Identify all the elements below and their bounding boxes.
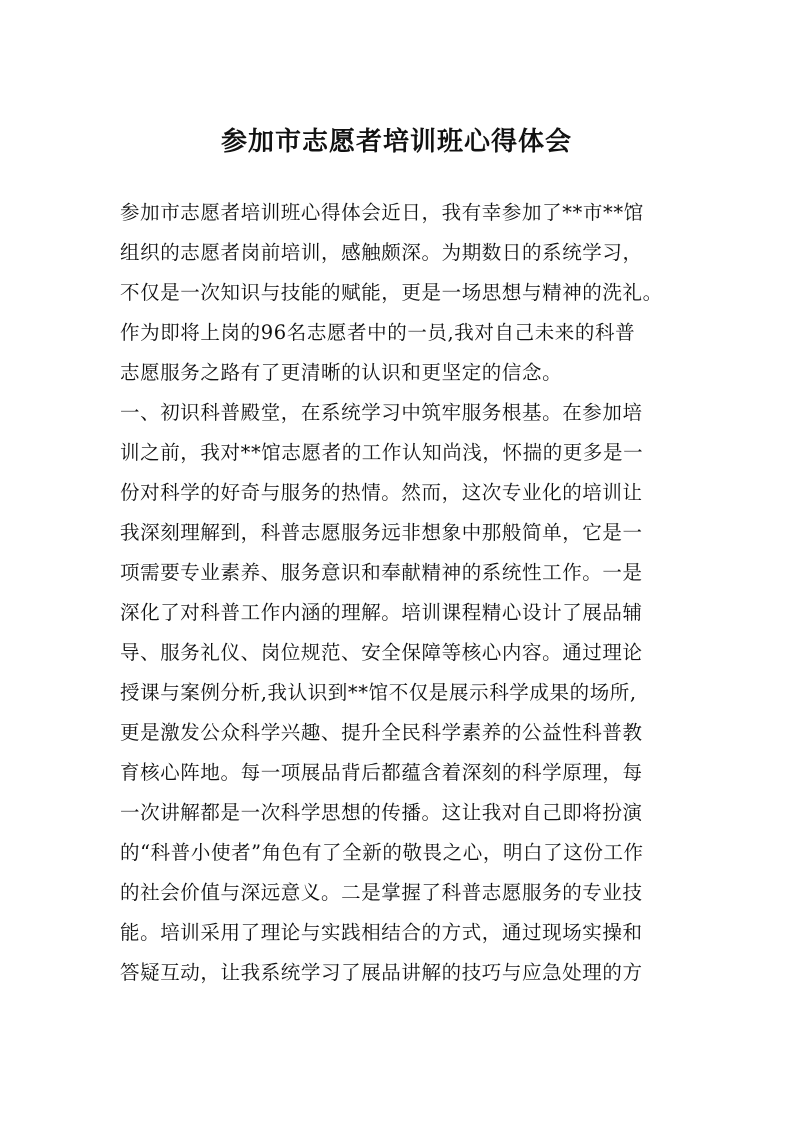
body-line: 参加市志愿者培训班心得体会近日，我有幸参加了**市**馆: [120, 201, 644, 224]
body-line: 我深刻理解到，科普志愿服务远非想象中那般简单，它是一: [120, 521, 643, 544]
body-line: 份对科学的好奇与服务的热情。然而，这次专业化的培训让: [120, 481, 643, 504]
body-line: 志愿服务之路有了更清晰的认识和更坚定的信念。: [120, 361, 563, 384]
body-line: 项需要专业素养、服务意识和奉献精神的系统性工作。一是: [120, 561, 643, 584]
body-line: 更是激发公众科学兴趣、提升全民科学素养的公益性科普教: [120, 721, 643, 744]
body-line: 训之前，我对**馆志愿者的工作认知尚浅，怀揣的更多是一: [120, 441, 644, 464]
document-title: 参加市志愿者培训班心得体会: [220, 127, 572, 157]
body-line: 答疑互动，让我系统学习了展品讲解的技巧与应急处理的方: [120, 961, 643, 984]
body-line: 一、初识科普殿堂，在系统学习中筑牢服务根基。在参加培: [120, 401, 643, 424]
body-line: 授课与案例分析,我认识到**馆不仅是展示科学成果的场所,: [120, 681, 637, 704]
body-line: 组织的志愿者岗前培训，感触颇深。为期数日的系统学习，: [120, 241, 643, 264]
body-line: 作为即将上岗的96名志愿者中的一员,我对自己未来的科普: [120, 321, 636, 344]
body-line: 不仅是一次知识与技能的赋能，更是一场思想与精神的洗礼。: [120, 281, 663, 304]
body-line: 的“科普小使者”角色有了全新的敬畏之心，明白了这份工作: [120, 841, 644, 864]
document-body: [120, 193, 680, 993]
body-line: 能。培训采用了理论与实践相结合的方式，通过现场实操和: [120, 921, 643, 944]
body-line: 导、服务礼仪、岗位规范、安全保障等核心内容。通过理论: [120, 641, 643, 664]
body-line: 的社会价值与深远意义。二是掌握了科普志愿服务的专业技: [120, 881, 643, 904]
body-line: 育核心阵地。每一项展品背后都蕴含着深刻的科学原理，每: [120, 761, 643, 784]
body-line: 一次讲解都是一次科学思想的传播。这让我对自己即将扮演: [120, 801, 643, 824]
body-line: 深化了对科普工作内涵的理解。培训课程精心设计了展品辅: [120, 601, 643, 624]
